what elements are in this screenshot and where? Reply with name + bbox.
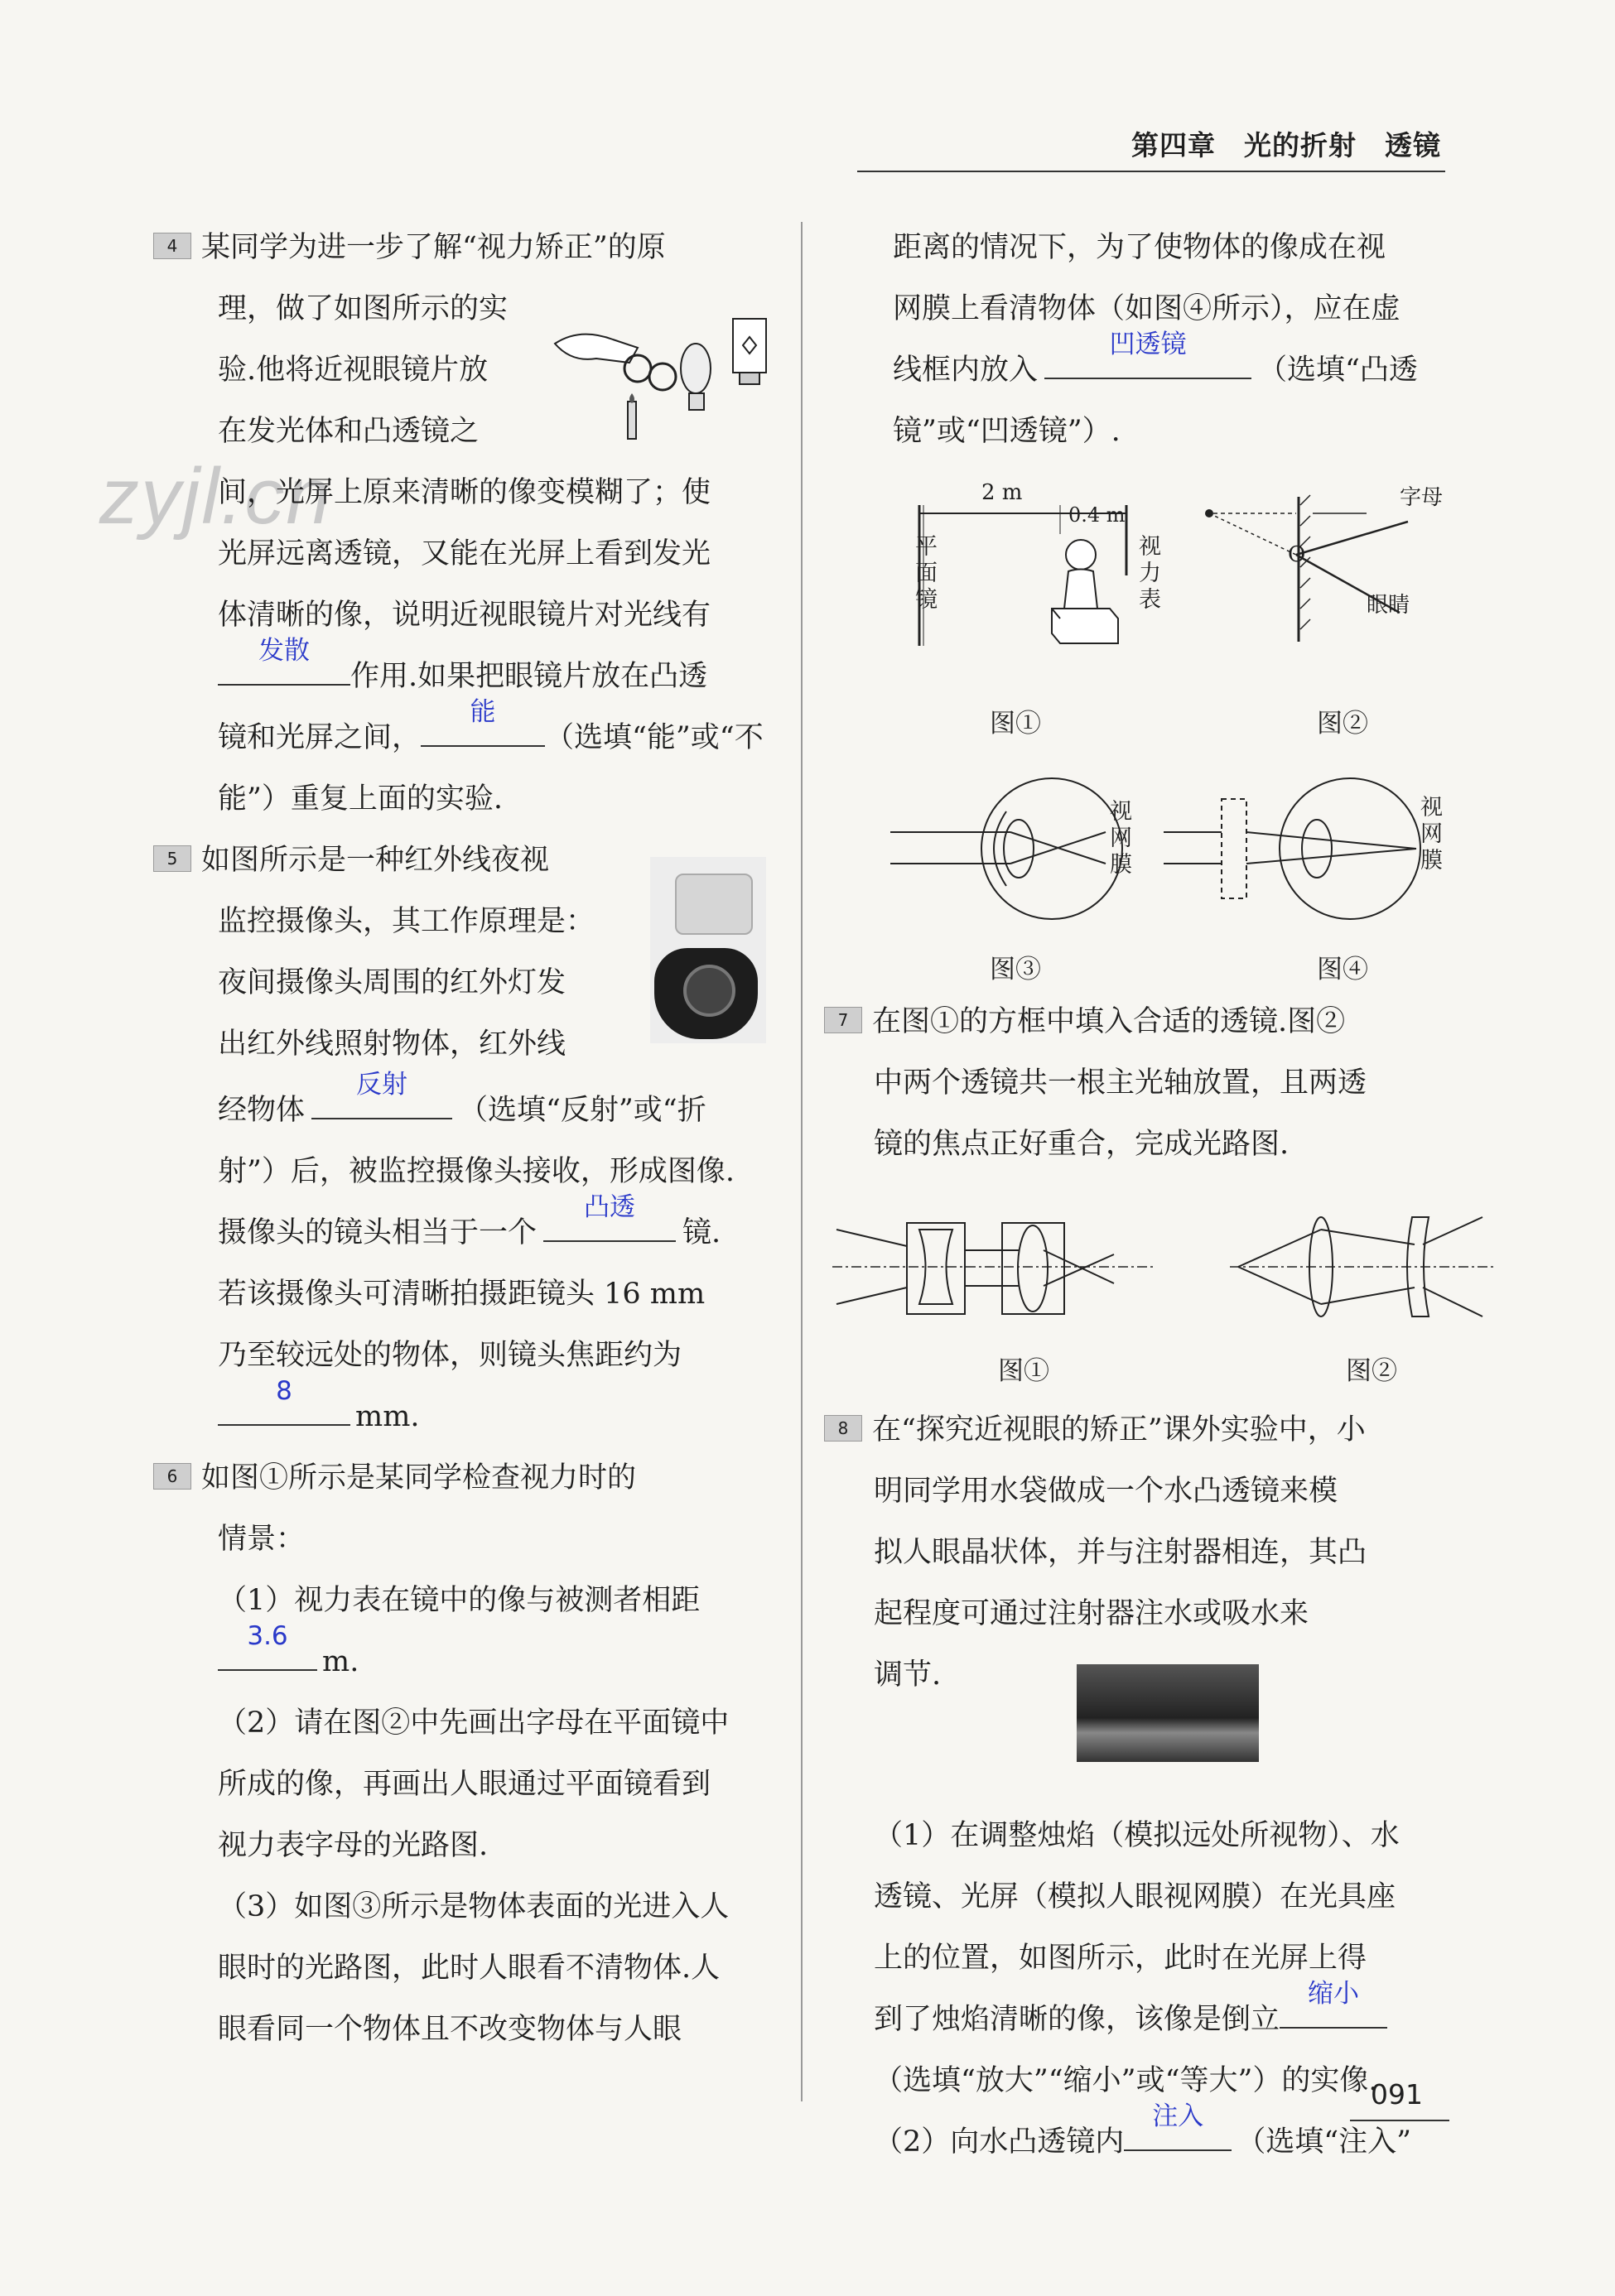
q6-line: 视力表字母的光路图. — [218, 1829, 489, 1862]
q4-line: 某同学为进一步了解“视力矫正”的原 — [201, 231, 666, 264]
q8-line: 上的位置，如图所示，此时在光屏上得 — [874, 1942, 1367, 1975]
q6-line: 眼看同一个物体且不改变物体与人眼 — [218, 2013, 682, 2046]
q4-line: 在发光体和凸透镜之 — [218, 415, 480, 448]
figure-caption: 图② — [1317, 709, 1368, 739]
label-o: O — [1288, 542, 1306, 567]
q4-text: 作用.如果把眼镜片放在凸透 — [350, 660, 708, 693]
q5-line: 若该摄像头可清晰拍摄距镜头 16 mm — [218, 1278, 706, 1311]
q6-text: （选填“凸透 — [1258, 354, 1418, 387]
q4-line: 光屏远离透镜，又能在光屏上看到发光 — [218, 537, 711, 570]
handwritten-answer: 发散 — [258, 636, 310, 666]
page-number-rule — [1350, 2120, 1449, 2121]
answer-blank[interactable] — [218, 636, 350, 686]
q5-text: 经物体 — [218, 1094, 306, 1127]
q6-line: （3）如图③所示是物体表面的光进入人 — [218, 1890, 730, 1923]
handwritten-answer: 注入 — [1152, 2101, 1204, 2131]
chapter-header: 第四章 光的折射 透镜 — [1131, 129, 1441, 161]
handwritten-answer: 凸透 — [584, 1192, 636, 1222]
q7-line: 中两个透镜共一根主光轴放置，且两透 — [874, 1066, 1367, 1100]
question-7 — [824, 991, 1454, 1175]
q8-line: （1）在调整烛焰（模拟远处所视物）、水 — [874, 1819, 1400, 1852]
figure-caption: 图③ — [990, 955, 1041, 984]
q7-line: 在图①的方框中填入合适的透镜.图② — [872, 1005, 1346, 1038]
optical-bench-photo — [1077, 1664, 1259, 1762]
figure-caption: 图① — [990, 709, 1041, 739]
label-letter: 字母 — [1400, 485, 1444, 510]
q5-text: 摄像头的镜头相当于一个 — [218, 1216, 538, 1249]
label-eye: 眼睛 — [1367, 593, 1410, 618]
q8-line: 在“探究近视眼的矫正”课外实验中，小 — [872, 1413, 1366, 1446]
column-divider — [801, 222, 803, 2101]
q6-line: 所成的像，再画出人眼通过平面镜看到 — [218, 1768, 711, 1801]
q6-figure-1 — [903, 484, 1168, 658]
q4-line: 理，做了如图所示的实 — [218, 292, 509, 325]
label-eye-chart: 视力表 — [1139, 534, 1161, 613]
q8-line: 起程度可通过注射器注水或吸水来 — [874, 1597, 1309, 1630]
q8-text: 到了烛焰清晰的像，该像是倒立 — [874, 2003, 1280, 2036]
watermark: zyjl.cn — [99, 452, 332, 541]
q8-text: （选填“注入” — [1237, 2125, 1412, 2159]
q5-line: 射”）后，被监控摄像头接收，形成图像. — [218, 1155, 735, 1188]
q7-figure-1 — [828, 1205, 1159, 1329]
q6-figure-2 — [1193, 489, 1458, 654]
question-number: 5 — [153, 845, 191, 872]
q4-line: 验.他将近视眼镜片放 — [218, 354, 489, 387]
figure-caption: 图② — [1346, 1356, 1397, 1386]
label-retina: 视网膜 — [1420, 795, 1443, 874]
answer-blank[interactable] — [218, 1621, 317, 1671]
question-number: 8 — [824, 1415, 862, 1442]
header-rule — [857, 171, 1445, 172]
q6-line: 情景： — [218, 1523, 306, 1556]
q8-text: （2）向水凸透镜内 — [874, 2125, 1125, 2159]
answer-blank[interactable] — [1280, 1979, 1387, 2029]
q5-text: 镜. — [682, 1216, 721, 1249]
figure-caption: 图① — [998, 1356, 1049, 1386]
q5-line: 如图所示是一种红外线夜视 — [201, 844, 550, 877]
handwritten-answer: 3.6 — [247, 1621, 288, 1651]
q5-line: 监控摄像头，其工作原理是： — [218, 905, 595, 938]
q4-line: 间，光屏上原来清晰的像变模糊了；使 — [218, 476, 711, 509]
q4-line: 能”）重复上面的实验. — [218, 782, 504, 816]
page-number: 091 — [1371, 2078, 1423, 2111]
q7-figure-2 — [1226, 1205, 1499, 1329]
q6-text: 线框内放入 — [893, 354, 1039, 387]
q8-line: 明同学用水袋做成一个水凸透镜来模 — [874, 1475, 1338, 1508]
answer-blank[interactable] — [311, 1070, 452, 1119]
q6-line: 如图①所示是某同学检查视力时的 — [201, 1461, 637, 1495]
left-column — [153, 217, 783, 2060]
right-column — [828, 217, 1458, 462]
q6-line: （2）请在图②中先画出字母在平面镜中 — [218, 1706, 730, 1740]
q4-line: 体清晰的像，说明近视眼镜片对光线有 — [218, 599, 711, 632]
question-number: 4 — [153, 233, 191, 259]
security-camera-photo — [650, 857, 766, 1043]
q8-line: 调节. — [874, 1658, 942, 1692]
answer-blank[interactable] — [543, 1192, 676, 1242]
handwritten-answer: 能 — [470, 697, 496, 727]
label-0-4m: 0.4 m — [1068, 503, 1126, 527]
q5-line: 乃至较远处的物体，则镜头焦距约为 — [218, 1339, 682, 1372]
q6-line: 眼时的光路图，此时人眼看不清物体.人 — [218, 1952, 721, 1985]
q5-text: mm. — [355, 1400, 420, 1433]
q6-line: （1）视力表在镜中的像与被测者相距 — [218, 1584, 701, 1617]
q4-text: 镜和光屏之间， — [218, 721, 422, 754]
q5-line: 出红外线照射物体，红外线 — [218, 1028, 566, 1061]
answer-blank[interactable] — [1124, 2101, 1232, 2151]
label-2m: 2 m — [981, 480, 1023, 505]
question-number: 6 — [153, 1463, 191, 1490]
q8-line: 透镜、光屏（模拟人眼视网膜）在光具座 — [874, 1880, 1396, 1913]
q6-text: m. — [322, 1645, 359, 1678]
answer-blank[interactable] — [1044, 330, 1251, 379]
answer-blank[interactable] — [421, 697, 545, 747]
q8-line: （选填“放大”“缩小”或“等大”）的实像. — [874, 2064, 1378, 2097]
question-8 — [824, 1399, 1454, 2173]
handwritten-answer: 缩小 — [1308, 1979, 1360, 2009]
q4-text: （选填“能”或“不 — [545, 721, 764, 754]
label-retina: 视网膜 — [1110, 799, 1132, 878]
label-plane-mirror: 平面镜 — [915, 534, 938, 613]
q6-line: 镜”或“凹透镜”）. — [893, 415, 1121, 448]
handwritten-answer: 反射 — [356, 1070, 408, 1100]
q5-text: （选填“反射”或“折 — [459, 1094, 706, 1127]
figure-caption: 图④ — [1317, 955, 1368, 984]
q5-line: 夜间摄像头周围的红外灯发 — [218, 966, 566, 999]
answer-blank[interactable] — [218, 1376, 350, 1426]
q6-line: 网膜上看清物体（如图④所示），应在虚 — [893, 292, 1400, 325]
q6-line: 距离的情况下，为了使物体的像成在视 — [893, 231, 1386, 264]
question-6 — [153, 1447, 783, 2060]
q8-line: 拟人眼晶状体，并与注射器相连，其凸 — [874, 1536, 1367, 1569]
question-number: 7 — [824, 1007, 862, 1033]
q7-line: 镜的焦点正好重合，完成光路图. — [874, 1128, 1290, 1161]
handwritten-answer: 8 — [276, 1376, 292, 1406]
q4-experiment-figure — [538, 294, 787, 460]
handwritten-answer: 凹透镜 — [1109, 330, 1187, 359]
q6-figure-4-eye — [1159, 774, 1441, 923]
